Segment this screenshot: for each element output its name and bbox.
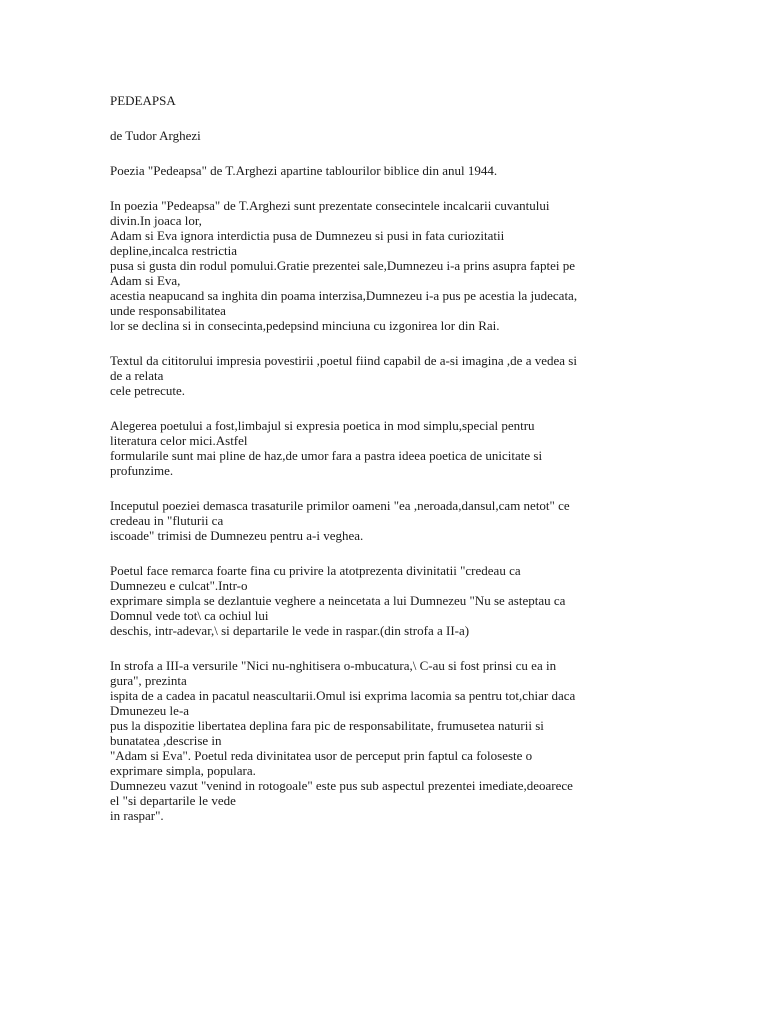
- paragraph-line: Dumnezeu e culcat".Intr-o: [110, 578, 248, 593]
- paragraph-line: formularile sunt mai pline de haz,de umor fara a pastra ideea poetica de unicitate si: [110, 448, 543, 463]
- paragraph-line: Inceputul poeziei demasca trasaturile primilor oameni "ea ,neroada,dansul,cam netot" ce: [110, 498, 570, 513]
- document-title: PEDEAPSA: [110, 93, 176, 108]
- paragraph: [110, 658, 670, 823]
- paragraph-line: Dmunezeu le-a: [110, 703, 190, 718]
- paragraph-line: In strofa a III-a versurile "Nici nu-nghitisera o-mbucatura,\ C-au si fost prinsi cu ea in: [110, 658, 557, 673]
- paragraph-line: In poezia "Pedeapsa" de T.Arghezi sunt prezentate consecintele incalcarii cuvantului: [110, 198, 550, 213]
- paragraph-line: pus la dispozitie libertatea deplina fara pic de responsabilitate, frumusetea naturii si: [110, 718, 544, 733]
- paragraph-line: profunzime.: [110, 463, 174, 478]
- paragraph-line: exprimare simpla, populara.: [110, 763, 256, 778]
- paragraph-line: lor se declina si in consecinta,pedepsind minciuna cu izgonirea lor din Rai.: [110, 318, 500, 333]
- paragraph-line: Dumnezeu vazut "venind in rotogoale" este pus sub aspectul prezentei imediate,deoarece: [110, 778, 573, 793]
- paragraph-line: unde responsabilitatea: [110, 303, 226, 318]
- document-body: [110, 93, 670, 823]
- paragraph-line: "Adam si Eva". Poetul reda divinitatea usor de perceput prin faptul ca foloseste o: [110, 748, 533, 763]
- paragraph: [110, 498, 670, 543]
- paragraph-line: Poezia "Pedeapsa" de T.Arghezi apartine tablourilor biblice din anul 1944.: [110, 163, 498, 178]
- paragraph: [110, 198, 670, 333]
- paragraph-line: cele petrecute.: [110, 383, 186, 398]
- paragraph-line: deschis, intr-adevar,\ si departarile le vede in raspar.(din strofa a II-a): [110, 623, 470, 638]
- paragraph-line: gura", prezinta: [110, 673, 187, 688]
- paragraph-line: ispita de a cadea in pacatul neascultarii.Omul isi exprima lacomia sa pentru tot,chiar daca: [110, 688, 576, 703]
- paragraph-line: bunatatea ,descrise in: [110, 733, 222, 748]
- paragraph-list: [110, 163, 670, 823]
- paragraph-line: pusa si gusta din rodul pomului.Gratie prezentei sale,Dumnezeu i-a prins asupra faptei pe: [110, 258, 575, 273]
- paragraph-line: Alegerea poetului a fost,limbajul si expresia poetica in mod simplu,special pentru: [110, 418, 535, 433]
- paragraph-line: literatura celor mici.Astfel: [110, 433, 248, 448]
- paragraph-line: Adam si Eva ignora interdictia pusa de Dumnezeu si pusi in fata curiozitatii: [110, 228, 505, 243]
- paragraph-line: de a relata: [110, 368, 164, 383]
- paragraph-line: acestia neapucand sa inghita din poama interzisa,Dumnezeu i-a pus pe acestia la judecata,: [110, 288, 578, 303]
- paragraph-line: iscoade" trimisi de Dumnezeu pentru a-i veghea.: [110, 528, 364, 543]
- paragraph: [110, 418, 670, 478]
- paragraph-line: in raspar".: [110, 808, 164, 823]
- paragraph-line: Poetul face remarca foarte fina cu privire la atotprezenta divinitatii "credeau ca: [110, 563, 521, 578]
- paragraph: [110, 353, 670, 398]
- paragraph: [110, 563, 670, 638]
- paragraph-line: Textul da cititorului impresia povestirii ,poetul fiind capabil de a-si imagina ,de a vedea si: [110, 353, 577, 368]
- paragraph-line: divin.In joaca lor,: [110, 213, 202, 228]
- document-author: de Tudor Arghezi: [110, 128, 201, 143]
- paragraph-line: exprimare simpla se dezlantuie veghere a neincetata a lui Dumnezeu "Nu se asteptau ca: [110, 593, 566, 608]
- paragraph-line: el "si departarile le vede: [110, 793, 236, 808]
- paragraph-line: Adam si Eva,: [110, 273, 181, 288]
- paragraph-line: credeau in "fluturii ca: [110, 513, 224, 528]
- paragraph-line: depline,incalca restrictia: [110, 243, 238, 258]
- paragraph: [110, 163, 670, 178]
- paragraph-line: Domnul vede tot\ ca ochiul lui: [110, 608, 269, 623]
